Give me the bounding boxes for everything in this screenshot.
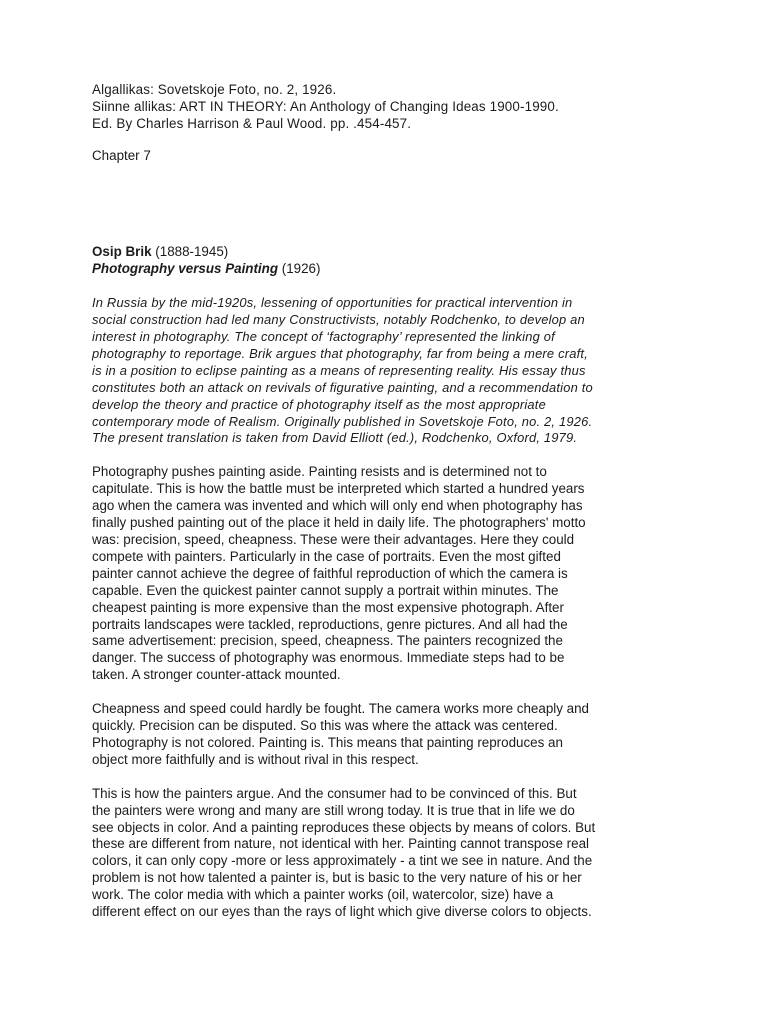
body-paragraph-1: Photography pushes painting aside. Painting resists and is determined not to capitulate. This is how the battle must be interpreted which started a hundred years ago when the camera was invented and which will only end when photography has finally pushed painting out of the place it held in daily life. The photographers' motto was: precision, speed, cheapness. These were their advantages. Here they could compete with painters. Particularly in the case of portraits. Even the most gifted painter cannot achieve the degree of faithful reproduction of which the camera is capable. Even the quickest painter cannot supply a portrait within minutes. The cheapest painting is more expensive than the most expensive photograph. After portraits landscapes were tackled, reproductions, genre pictures. And all had the same advertisement: precision, speed, cheapness. The painters recognized the danger. The success of photography was enormous. Immediate steps had to be taken. A stronger counter-attack mounted. [92,464,586,683]
article-title: Photography versus Painting [92,261,279,277]
body-paragraph-2: Cheapness and speed could hardly be fought. The camera works more cheaply and quickly. Precision can be disputed. So this was where the attack was centered. Photography is not colored. Painting is. This means that painting reproduces an object more faithfully and is without rival in this respect. [92,701,589,767]
source-line: Algallikas: Sovetskoje Foto, no. 2, 1926. [92,82,337,97]
article-year: (1926) [281,261,321,277]
author-line [92,243,682,260]
citation-line: Siinne allikas: ART IN THEORY: An Anthology of Changing Ideas 1900-1990. [92,98,559,114]
title-line [92,260,682,277]
author-name: Osip Brik [92,244,152,260]
source-metadata [92,82,682,132]
article-heading [92,243,682,277]
document-page [92,82,682,921]
body-paragraph-3: This is how the painters argue. And the consumer had to be convinced of this. But the painters were wrong and many are still wrong today. It is true that in life we do see objects in color. And a painting reproduces these objects by means of colors. But these are different from nature, not identical with her. Painting cannot transpose real colors, it can only copy -more or less approximately - a tint we see in nature. And the problem is not how talented a painter is, but is basic to the very nature of his or her work. The color media with which a painter works (oil, watercolor, size) have a different effect on our eyes than the rays of light which give diverse colors to objects. [92,785,596,920]
editorial-introduction: In Russia by the mid-1920s, lessening of opportunities for practical intervention in social construction had led many Constructivists, notably Rodchenko, to develop an interest in photography. The concept of ‘factography’ represented the linking of photography to reportage. Brik argues that photography, far from being a mere craft, is in a position to eclipse painting as a means of representing reality. His essay thus constitutes both an attack on revivals of figurative painting, and a recommendation to develop the theory and practice of photography itself as the most appropriate contemporary mode of Realism. Originally published in Sovetskoje Foto, no. 2, 1926. The present translation is taken from David Elliott (ed.), Rodchenko, Oxford, 1979. [92,295,593,446]
author-dates: (1888-1945) [155,244,229,260]
chapter-label: Chapter 7 [92,148,151,164]
editors-line: Ed. By Charles Harrison & Paul Wood. pp. .454-457. [92,115,412,131]
